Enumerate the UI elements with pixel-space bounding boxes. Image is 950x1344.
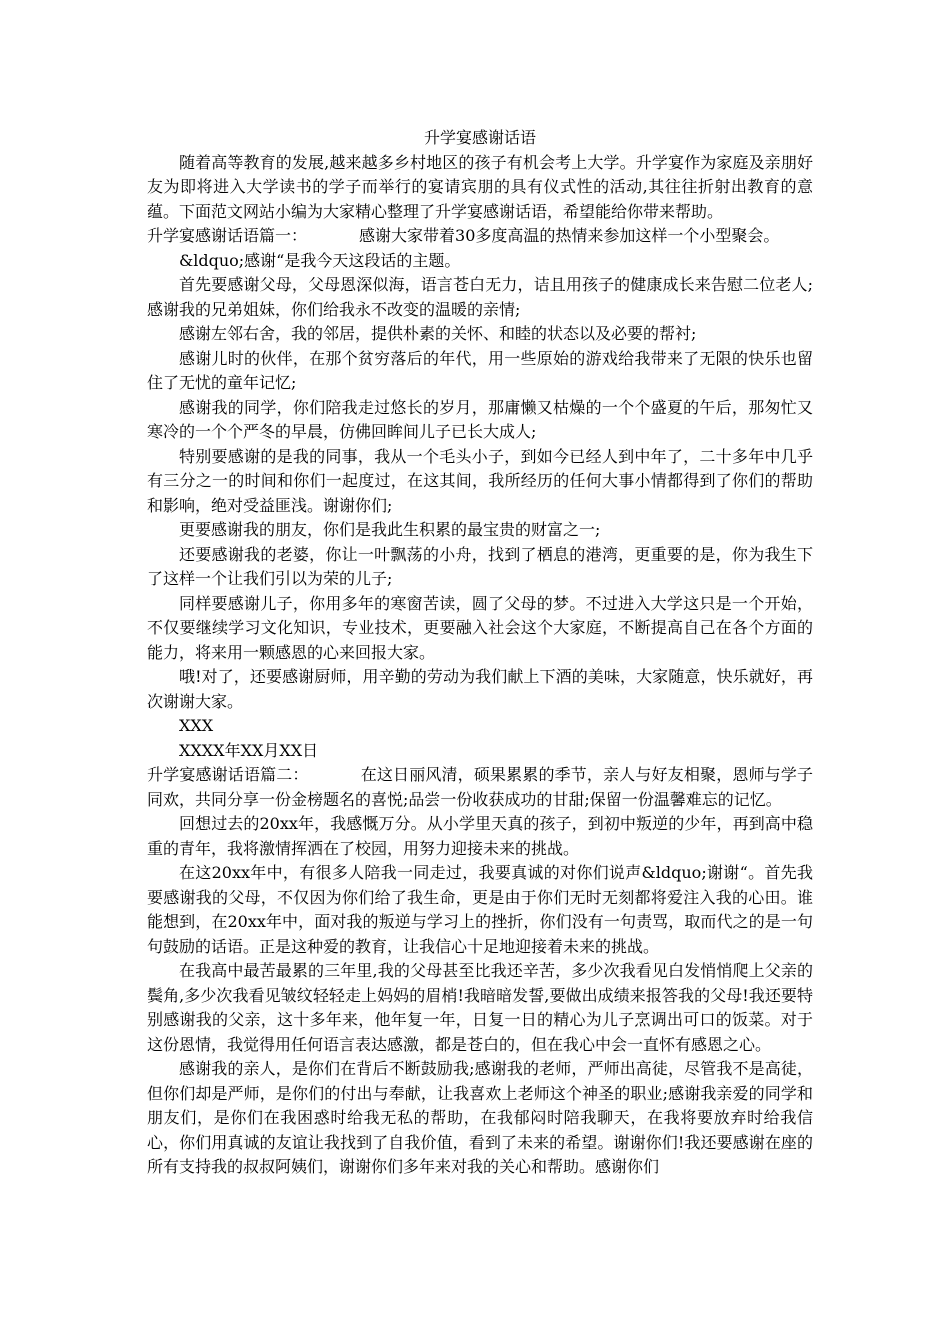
section-two-label: 升学宴感谢话语篇二：	[147, 765, 309, 784]
section-two-heading-paragraph	[147, 763, 813, 812]
intro-paragraph: 随着高等教育的发展,越来越多乡村地区的孩子有机会考上大学。升学宴作为家庭及亲朋好友为即将进入大学读书的学子而举行的宴请宾朋的具有仪式性的活动,其往往折射出教育的意蕴。下面范文网站小编为大家精心整理了升学宴感谢话语，希望能给你带来帮助。	[147, 152, 813, 221]
paragraph: 哦!对了，还要感谢厨师，用辛勤的劳动为我们献上下酒的美味，大家随意，快乐就好，再次谢谢大家。	[147, 667, 813, 711]
paragraph: 回想过去的20xx年，我感慨万分。从小学里天真的孩子，到初中叛逆的少年，再到高中稳重的青年，我将激情挥洒在了校园，用努力迎接未来的挑战。	[147, 814, 813, 858]
paragraph: 感谢左邻右舍，我的邻居，提供朴素的关怀、和睦的状态以及必要的帮衬;	[179, 324, 697, 343]
paragraph: 在这20xx年中，有很多人陪我一同走过，我要真诚的对你们说声&ldquo;谢谢“。首先我要感谢我的父母，不仅因为你们给了我生命，更是由于你们无时无刻都将爱注入我的心田。谁能想到，在20xx年中，面对我的叛逆与学习上的挫折，你们没有一句责骂，取而代之的是一句句鼓励的话语。正是这种爱的教育，让我信心十足地迎接着未来的挑战。	[147, 863, 813, 956]
paragraph: 同样要感谢儿子，你用多年的寒窗苦读，圆了父母的梦。不过进入大学这只是一个开始，不仅要继续学习文化知识，专业技术，更要融入社会这个大家庭，不断提高自己在各个方面的能力，将来用一颗感恩的心来回报大家。	[147, 593, 813, 662]
paragraph: 首先要感谢父母，父母恩深似海，语言苍白无力，诘且用孩子的健康成长来告慰二位老人;感谢我的兄弟姐妹，你们给我永不改变的温暖的亲情;	[147, 275, 813, 319]
paragraph: 特别要感谢的是我的同事，我从一个毛头小子，到如今已经人到中年了，二十多年中几乎有三分之一的时间和你们一起度过，在这其间，我所经历的任何大事小情都得到了你们的帮助和影响，绝对受益匪浅。谢谢你们;	[147, 446, 813, 515]
signature-date: XXXX年XX月XX日	[179, 740, 319, 760]
paragraph: 在我高中最苦最累的三年里,我的父母甚至比我还辛苦，多少次我看见白发悄悄爬上父亲的鬓角,多少次我看见皱纹轻轻走上妈妈的眉梢!我暗暗发誓,要做出成绩来报答我的父母!我还要特别感谢我的父亲，这十多年来，他年复一年，日复一日的精心为儿子烹调出可口的饭菜。对于这份恩情，我觉得用任何语言表达感激，都是苍白的，但在我心中会一直怀有感恩之心。	[147, 961, 813, 1054]
section-one-heading-paragraph	[147, 224, 813, 249]
section-one-label: 升学宴感谢话语篇一：	[147, 226, 308, 245]
paragraph: 感谢儿时的伙伴，在那个贫穷落后的年代，用一些原始的游戏给我带来了无限的快乐也留住了无忧的童年记忆;	[147, 348, 813, 392]
paragraph: &ldquo;感谢“是我今天这段话的主题。	[179, 250, 461, 270]
paragraph: 还要感谢我的老婆，你让一叶飘荡的小舟，找到了栖息的港湾，更重要的是，你为我生下了这样一个让我们引以为荣的儿子;	[147, 544, 813, 588]
document-page	[147, 126, 813, 1180]
signature-name: XXX	[179, 716, 214, 735]
paragraph: 更要感谢我的朋友，你们是我此生积累的最宝贵的财富之一;	[179, 520, 601, 539]
paragraph: 感谢我的同学，你们陪我走过悠长的岁月，那庸懒又枯燥的一个个盛夏的午后，那匆忙又寒冷的一个个严冬的早晨，仿佛回眸间儿子已长大成人;	[147, 397, 813, 441]
section-one-opening: 感谢大家带着30多度高温的热情来参加这样一个小型聚会。	[359, 226, 780, 245]
section-two-opening: 在这日丽风清，硕果累累的季节，亲人与好友相聚，恩师与学子同欢，共同分享一份金榜题名的喜悦;品尝一份收获成功的甘甜;保留一份温馨难忘的记忆。	[147, 765, 813, 809]
paragraph: 感谢我的亲人，是你们在背后不断鼓励我;感谢我的老师，严师出高徒，尽管我不是高徒，但你们却是严师，是你们的付出与奉献，让我喜欢上老师这个神圣的职业;感谢我亲爱的同学和朋友们，是你们在我困惑时给我无私的帮助，在我郁闷时陪我聊天，在我将要放弃时给我信心，你们用真诚的友谊让我找到了自我价值，看到了未来的希望。谢谢你们!我还要感谢在座的所有支持我的叔叔阿姨们，谢谢你们多年来对我的关心和帮助。感谢你们	[147, 1059, 813, 1176]
document-title: 升学宴感谢话语	[423, 128, 536, 147]
